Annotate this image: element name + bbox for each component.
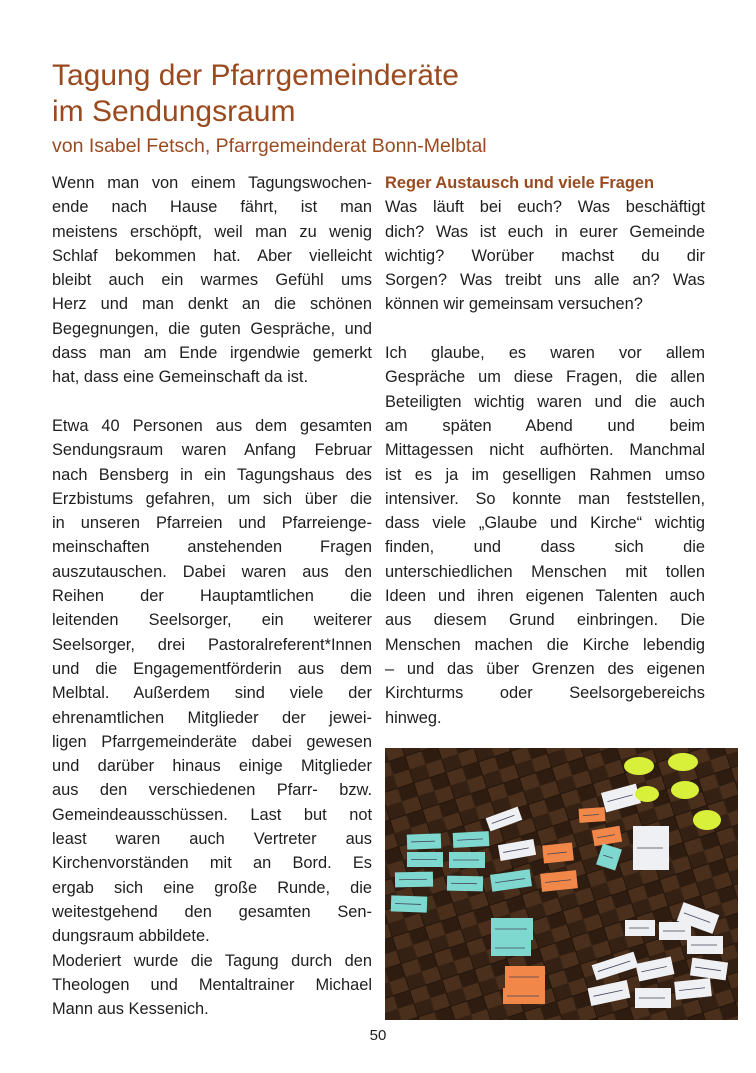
text-line: wichtig? Worüber machst du dir (385, 246, 705, 265)
text-line: Kirchenvorständen mit an Bord. Es (52, 854, 372, 873)
text-line: weitestgehend den gesamten Sen- (52, 902, 372, 921)
text-line: Begegnungen, die guten Gespräche, und (52, 319, 372, 338)
paragraph-moderation (52, 949, 372, 1022)
text-line: meinschaften anstehenden Fragen (52, 538, 372, 557)
text-line: Theologen und Mentaltrainer Michael (52, 975, 372, 994)
oval-card (693, 810, 721, 830)
oval-card (624, 757, 654, 775)
text-line: Mittagessen nicht aufhörten. Manchmal (385, 441, 705, 460)
text-line: hat, dass eine Gemeinschaft da ist. (52, 368, 309, 387)
text-line: und darüber hinaus einige Mitglieder (52, 757, 372, 776)
text-line: unterschiedlichen Menschen mit tollen (385, 562, 705, 581)
section-subheading: Reger Austausch und viele Fragen (385, 174, 654, 192)
article-title-line-2: im Sendungsraum (52, 95, 296, 128)
text-line: auszutauschen. Dabei waren aus den (52, 562, 372, 581)
paragraph-conversations (385, 341, 705, 730)
text-line: Herz und man denkt an die schönen (52, 295, 372, 314)
text-line: least waren auch Vertreter aus (52, 830, 372, 849)
text-line: Melbtal. Außerdem sind viele der (52, 684, 372, 703)
text-line: Gemeindeausschüssen. Last but not (52, 805, 372, 824)
text-line: in unseren Pfarreien und Pfarreienge- (52, 514, 372, 533)
text-line: Sorgen? Was treibt uns alle an? Was (385, 271, 705, 290)
oval-card (671, 781, 699, 799)
article-title (52, 58, 459, 130)
text-line: Mann aus Kessenich. (52, 1000, 209, 1019)
text-line: – und das über Grenzen des eigenen (385, 659, 705, 678)
text-line: können wir gemeinsam versuchen? (385, 295, 643, 314)
text-line: Kirchturms oder Seelsorgebereichs (385, 684, 705, 703)
text-line: Moderiert wurde die Tagung durch den (52, 951, 372, 970)
article-title-line-1: Tagung der Pfarrgemeinderäte (52, 59, 459, 92)
text-line: Erzbistums gefahren, um sich über die (52, 489, 372, 508)
text-line: hinweg. (385, 708, 442, 727)
text-line: Gespräche um diese Fragen, die allen (385, 368, 705, 387)
text-line: Was läuft bei euch? Was beschäftigt (385, 198, 705, 217)
text-line: bleibt auch ein warmes Gefühl ums (52, 271, 372, 290)
right-text-column (385, 171, 705, 730)
text-line: aus diesem Grund einbringen. Die (385, 611, 705, 630)
text-line: intensiver. So konnte man feststellen, (385, 489, 705, 508)
text-line: ist es ja im geselligen Rahmen umso (385, 465, 705, 484)
workshop-photo (385, 748, 738, 1020)
text-line: dass viele „Glaube und Kirche“ wichtig (385, 514, 705, 533)
text-line: Schlaf bekommen hat. Aber vielleicht (52, 246, 372, 265)
text-line: am späten Abend und beim (385, 416, 705, 435)
text-line: ligen Pfarrgemeinderäte dabei gewesen (52, 732, 372, 751)
text-line: leitenden Seelsorger, ein weiterer (52, 611, 372, 630)
text-line: nach Bensberg in ein Tagungshaus des (52, 465, 372, 484)
text-line: Sendungsraum waren Anfang Februar (52, 441, 372, 460)
text-line: ende nach Hause fährt, ist man (52, 198, 372, 217)
oval-card (635, 786, 659, 802)
article-byline: von Isabel Fetsch, Pfarrgemeinderat Bonn-Melbtal (52, 135, 487, 157)
text-line: dungsraum abbildete. (52, 927, 210, 946)
text-line: Beteiligten wichtig waren und die auch (385, 392, 705, 411)
text-line: meistens erschöpft, weil man zu wenig (52, 222, 372, 241)
text-line: Menschen machen die Kirche lebendig (385, 635, 705, 654)
text-line: Ideen und ihren eigenen Talenten auch (385, 587, 705, 606)
paragraph-intro (52, 171, 372, 390)
text-line: dich? Was ist euch in eurer Gemeinde (385, 222, 705, 241)
sticky-notes-on-floor-image (385, 748, 738, 1020)
text-line: Wenn man von einem Tagungswochen- (52, 174, 372, 192)
paragraph-questions (385, 195, 705, 316)
text-line: dass man am Ende irgendwie gemerkt (52, 344, 372, 363)
text-line: Etwa 40 Personen aus dem gesamten (52, 416, 372, 435)
text-line: Seelsorger, drei Pastoralreferent*Innen (52, 635, 372, 654)
text-line: ergab sich eine große Runde, die (52, 878, 372, 897)
text-line: finden, und dass sich die (385, 538, 705, 557)
oval-card (668, 753, 698, 771)
text-line: und die Engagementförderin aus dem (52, 659, 372, 678)
page-number: 50 (369, 1027, 387, 1044)
text-line: Ich glaube, es waren vor allem (385, 344, 705, 363)
paragraph-participants (52, 414, 372, 949)
left-text-column (52, 171, 372, 1021)
text-line: aus den verschiedenen Pfarr- bzw. (52, 781, 372, 800)
text-line: Reihen der Hauptamtlichen die (52, 587, 372, 606)
text-line: ehrenamtlichen Mitglieder der jewei- (52, 708, 372, 727)
